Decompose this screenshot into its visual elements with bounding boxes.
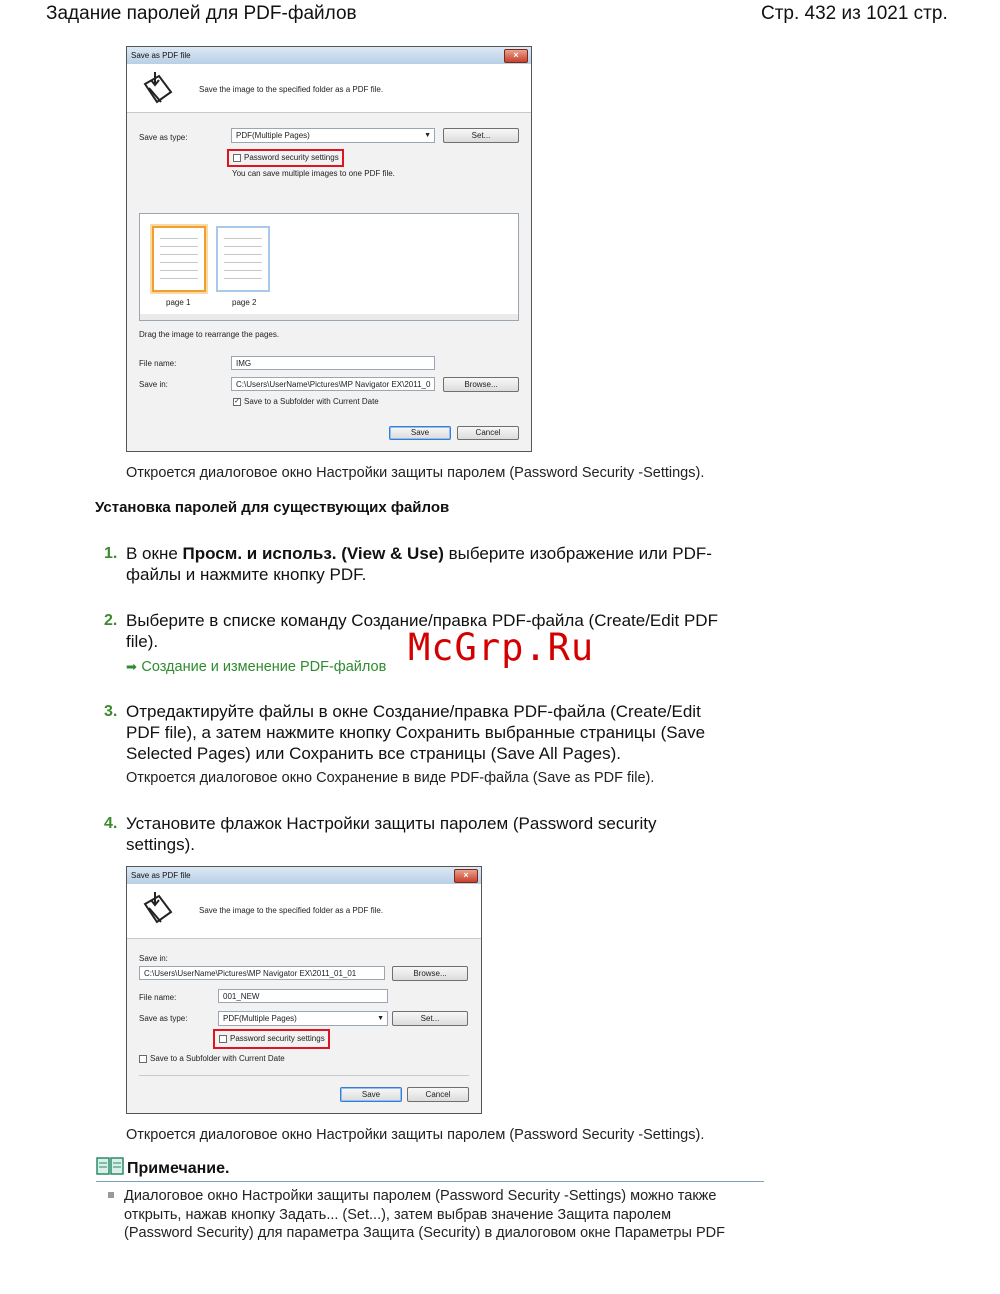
step-4-line2: settings). [126, 835, 195, 854]
book-icon [96, 1156, 124, 1176]
page-title: Задание паролей для PDF-файлов [46, 3, 357, 24]
page-thumbnail-1[interactable] [152, 226, 206, 292]
browse-button[interactable]: Browse... [392, 966, 468, 981]
password-checkbox-label: Password security settings [244, 153, 339, 162]
save-in-label: Save in: [139, 380, 168, 389]
dialog-titlebar [127, 47, 531, 65]
dialog-2-title: Save as PDF file [131, 871, 191, 880]
dialog-header-panel [127, 64, 531, 113]
note-title: Примечание. [127, 1160, 230, 1177]
section-title: Установка паролей для существующих файлов [95, 499, 450, 516]
close-icon[interactable]: × [504, 49, 528, 63]
step-1-line2: файлы и нажмите кнопку PDF. [126, 565, 367, 584]
page-label-1: page 1 [166, 298, 191, 307]
subfolder-checkbox[interactable]: ✓ [234, 398, 240, 405]
bullet-icon [108, 1192, 114, 1198]
caption-2: Откроется диалоговое окно Настройки защиты паролем (Password Security -Settings). [126, 1127, 705, 1143]
subfolder-checkbox[interactable] [139, 1055, 147, 1063]
step-4-line1: Установите флажок Настройки защиты паролем (Password security [126, 814, 657, 833]
save-as-type-select[interactable] [231, 128, 435, 143]
save-as-type-label: Save as type: [139, 133, 188, 142]
chevron-down-icon: ▼ [424, 132, 431, 139]
note-divider [96, 1181, 764, 1182]
page-label-2: page 2 [232, 298, 257, 307]
step-1-post: выберите изображение или PDF- [443, 544, 712, 563]
step-1-number: 1. [104, 545, 118, 562]
dialog-2-header-panel [127, 884, 481, 939]
step-3-line2: PDF file), а затем нажмите кнопку Сохранить выбранные страницы (Save [126, 723, 706, 742]
save-document-icon [141, 70, 175, 106]
save-in-input[interactable]: C:\Users\UserName\Pictures\MP Navigator EX\2011_01_01 [139, 966, 385, 980]
password-checkbox[interactable] [233, 154, 241, 162]
save-button[interactable]: Save [340, 1087, 402, 1102]
dialog-description: Save the image to the specified folder as a PDF file. [199, 85, 384, 94]
password-checkbox-label: Password security settings [230, 1034, 325, 1043]
save-in-input[interactable]: C:\Users\UserName\Pictures\MP Navigator EX\2011_0 [231, 377, 435, 391]
step-3-line3: Selected Pages) или Сохранить все страницы (Save All Pages). [126, 744, 621, 763]
step-4-text [126, 813, 766, 855]
step-2-line2: file). [126, 632, 159, 651]
save-as-pdf-dialog-2 [126, 866, 482, 1114]
save-button[interactable]: Save [389, 426, 451, 440]
file-name-input[interactable]: IMG [231, 356, 435, 370]
step-3-sub: Откроется диалоговое окно Сохранение в виде PDF-файла (Save as PDF file). [126, 770, 655, 786]
note-line2: открыть, нажав кнопку Задать... (Set...), затем выбрав значение Защита паролем [124, 1206, 672, 1223]
save-as-type-value: PDF(Multiple Pages) [236, 131, 310, 140]
page-counter: Стр. 432 из 1021 стр. [761, 3, 948, 24]
cancel-button[interactable]: Cancel [407, 1087, 469, 1102]
dialog-title: Save as PDF file [131, 51, 191, 60]
page-thumbnails-panel [139, 213, 519, 321]
set-button[interactable]: Set... [443, 128, 519, 143]
step-2-link-text[interactable]: Создание и изменение PDF-файлов [141, 659, 387, 675]
file-name-input[interactable]: 001_NEW [218, 989, 388, 1003]
password-checkbox[interactable] [219, 1035, 227, 1043]
step-2-number: 2. [104, 612, 118, 629]
page-thumbnail-2[interactable] [216, 226, 270, 292]
horizontal-scrollbar[interactable] [140, 314, 518, 320]
save-as-type-value: PDF(Multiple Pages) [223, 1014, 297, 1023]
step-3-number: 3. [104, 703, 118, 720]
set-button[interactable]: Set... [392, 1011, 468, 1026]
step-1-pre: В окне [126, 544, 183, 563]
note-line1: Диалоговое окно Настройки защиты паролем (Password Security -Settings) можно также [124, 1188, 717, 1204]
close-icon[interactable]: × [454, 869, 478, 883]
save-document-icon [141, 890, 175, 926]
step-3-text [126, 701, 766, 764]
note-line3: (Password Security) для параметра Защита (Security) в диалоговом окне Параметры PDF [124, 1225, 725, 1241]
drag-hint: Drag the image to rearrange the pages. [139, 330, 280, 339]
step-2-link[interactable] [126, 658, 386, 676]
save-as-type-label: Save as type: [139, 1014, 188, 1023]
divider [139, 1075, 469, 1076]
dialog-2-description: Save the image to the specified folder as a PDF file. [199, 906, 384, 915]
step-3-line1: Отредактируйте файлы в окне Создание/правка PDF-файла (Create/Edit [126, 702, 701, 721]
subfolder-checkbox-label: Save to a Subfolder with Current Date [150, 1054, 285, 1063]
dialog-2-titlebar [127, 867, 481, 885]
chevron-down-icon: ▼ [377, 1015, 384, 1022]
browse-button[interactable]: Browse... [443, 377, 519, 392]
watermark: McGrp.Ru [408, 626, 595, 669]
caption-1: Откроется диалоговое окно Настройки защиты паролем (Password Security -Settings). [126, 465, 705, 481]
cancel-button[interactable]: Cancel [457, 426, 519, 440]
step-1-text [126, 543, 766, 585]
file-name-label: File name: [139, 993, 177, 1002]
save-in-label: Save in: [139, 954, 168, 963]
arrow-right-icon: ➡ [126, 659, 137, 674]
subfolder-checkbox-label: Save to a Subfolder with Current Date [244, 397, 379, 406]
step-1-bold: Просм. и использ. (View & Use) [182, 544, 444, 563]
save-as-pdf-dialog [126, 46, 532, 452]
step-4-number: 4. [104, 815, 118, 832]
save-as-type-select[interactable] [218, 1011, 388, 1026]
step-2-line1: Выберите в списке команду Создание/правка PDF-файла (Create/Edit PDF [126, 611, 718, 630]
note-text [124, 1187, 784, 1243]
multi-page-hint: You can save multiple images to one PDF file. [232, 169, 395, 178]
file-name-label: File name: [139, 359, 177, 368]
